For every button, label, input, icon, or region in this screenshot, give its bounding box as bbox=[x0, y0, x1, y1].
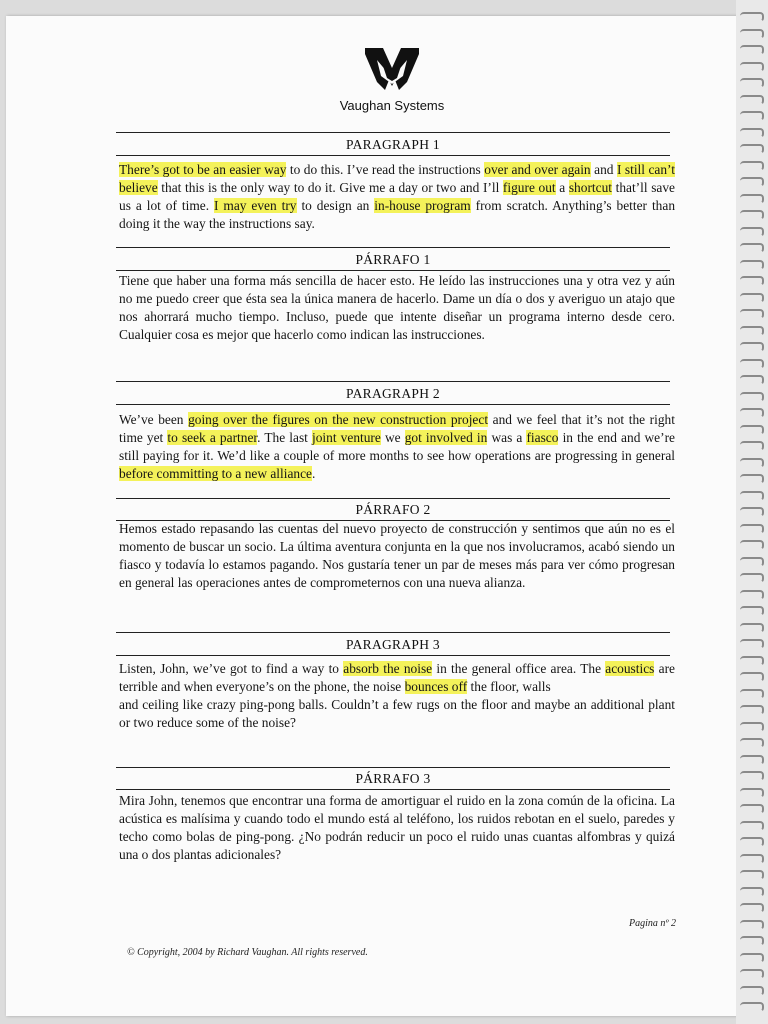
divider bbox=[116, 132, 670, 133]
spiral-coil bbox=[740, 474, 764, 484]
spiral-coil bbox=[740, 441, 764, 451]
paragraph-text: and ceiling like crazy ping-pong balls. Couldn’t a few rugs on the floor and maybe an additional plant or two reduce some of the noise? bbox=[119, 697, 675, 730]
paragraph-text: and we feel that it’s not the right time yet bbox=[119, 412, 675, 445]
highlighted-phrase: over and over again bbox=[484, 162, 591, 177]
spiral-coil bbox=[740, 408, 764, 418]
paragraph-text: the floor, walls bbox=[467, 679, 551, 694]
spiral-coil bbox=[740, 326, 764, 336]
spiral-coil bbox=[740, 177, 764, 187]
paragraph-text: Listen, John, we’ve got to find a way to bbox=[119, 661, 344, 676]
divider bbox=[116, 498, 670, 499]
paragraph-text: from scratch. Anything’s better than doing it the way the instructions say. bbox=[119, 198, 676, 231]
spiral-coil bbox=[740, 260, 764, 270]
copyright-notice: © Copyright, 2004 by Richard Vaughan. All rights reserved. bbox=[127, 947, 368, 958]
spiral-coil bbox=[740, 573, 764, 583]
spiral-coil bbox=[740, 672, 764, 682]
highlighted-phrase: going over the figures on the new construction project bbox=[188, 412, 489, 427]
spiral-coil bbox=[740, 903, 764, 913]
spiral-coil bbox=[740, 161, 764, 171]
paragraph-text: a bbox=[555, 180, 569, 195]
divider bbox=[116, 655, 670, 656]
paragraph-text: that this is the only way to do it. Give me a day or two and I’ll bbox=[157, 180, 503, 195]
divider bbox=[116, 767, 670, 768]
spiral-coil bbox=[740, 293, 764, 303]
highlighted-phrase: fiasco bbox=[526, 430, 559, 445]
paragraph-text: in the general office area. The bbox=[432, 661, 606, 676]
spiral-coil bbox=[740, 705, 764, 715]
spiral-coil bbox=[740, 623, 764, 633]
spiral-coil bbox=[740, 29, 764, 39]
highlighted-phrase: I still can’t believe bbox=[119, 162, 675, 195]
spiral-coil bbox=[740, 656, 764, 666]
vaughan-logo-icon bbox=[363, 46, 421, 92]
paragraph-1-english bbox=[119, 161, 675, 233]
highlighted-phrase: in-house program bbox=[374, 198, 471, 213]
spiral-coil bbox=[740, 953, 764, 963]
spiral-coil bbox=[740, 837, 764, 847]
highlighted-phrase: bounces off bbox=[404, 679, 468, 694]
spiral-coil bbox=[740, 887, 764, 897]
spiral-coil bbox=[740, 870, 764, 880]
divider bbox=[116, 404, 670, 405]
parrafo-2-heading: PÁRRAFO 2 bbox=[355, 502, 431, 517]
spiral-coil bbox=[740, 920, 764, 930]
divider bbox=[116, 270, 670, 271]
paragraph-2-english bbox=[119, 411, 675, 483]
spiral-coil bbox=[740, 771, 764, 781]
divider bbox=[116, 789, 670, 790]
spiral-coil bbox=[740, 111, 764, 121]
highlighted-phrase: I may even try bbox=[214, 198, 297, 213]
paragraph-3-heading: PARAGRAPH 3 bbox=[346, 637, 440, 652]
spiral-coil bbox=[740, 144, 764, 154]
paragraph-2-heading: PARAGRAPH 2 bbox=[346, 386, 440, 401]
parrafo-1-heading: PÁRRAFO 1 bbox=[355, 252, 431, 267]
spiral-coil bbox=[740, 425, 764, 435]
spiral-coil bbox=[740, 755, 764, 765]
spiral-binding bbox=[736, 0, 768, 1024]
spiral-coil bbox=[740, 210, 764, 220]
spiral-coil bbox=[740, 95, 764, 105]
paragraph-text: . The last bbox=[257, 430, 312, 445]
paragraph-3-spanish: Mira John, tenemos que encontrar una forma de amortiguar el ruido en la zona común de la oficina. La acústica es malísima y cuando todo el mundo está al teléfono, los ruidos rebotan en el suelo, paredes y techo como bolas de ping-pong. ¿No podrán reducir un poco el ruido unas cuantas alfombras y quizá una o dos plantas adicionales? bbox=[119, 793, 675, 862]
spiral-coil bbox=[740, 689, 764, 699]
spiral-coil bbox=[740, 590, 764, 600]
parrafo-3-heading: PÁRRAFO 3 bbox=[355, 771, 431, 786]
highlighted-phrase: got involved in bbox=[404, 430, 488, 445]
divider bbox=[116, 381, 670, 382]
paragraph-text: that’ll save us a lot of time. bbox=[119, 180, 676, 213]
paragraph-text: . bbox=[311, 466, 316, 481]
spiral-coil bbox=[740, 392, 764, 402]
spiral-coil bbox=[740, 359, 764, 369]
spiral-coil bbox=[740, 128, 764, 138]
spiral-coil bbox=[740, 45, 764, 55]
spiral-coil bbox=[740, 78, 764, 88]
spiral-coil bbox=[740, 227, 764, 237]
spiral-coil bbox=[740, 375, 764, 385]
paragraph-text: to design an bbox=[296, 198, 375, 213]
divider bbox=[116, 155, 670, 156]
spiral-coil bbox=[740, 62, 764, 72]
highlighted-phrase: There’s got to be an easier way bbox=[119, 162, 287, 177]
spiral-coil bbox=[740, 738, 764, 748]
highlighted-phrase: joint venture bbox=[312, 430, 381, 445]
page-number: Pagina nº 2 bbox=[629, 918, 676, 929]
paragraph-1-heading: PARAGRAPH 1 bbox=[346, 137, 440, 152]
spiral-coil bbox=[740, 986, 764, 996]
spiral-coil bbox=[740, 821, 764, 831]
spiral-coil bbox=[740, 309, 764, 319]
paragraph-text: in the end and we’re still paying for it. We’d like a couple of more months to see how operations are progressing in general bbox=[119, 430, 675, 463]
paragraph-text: are terrible and when everyone’s on the phone, the noise bbox=[119, 661, 675, 694]
highlighted-phrase: shortcut bbox=[568, 180, 612, 195]
spiral-coil bbox=[740, 788, 764, 798]
spiral-coil bbox=[740, 639, 764, 649]
highlighted-phrase: to seek a partner bbox=[167, 430, 258, 445]
paragraph-3-english bbox=[119, 660, 675, 732]
paragraph-text: to do this. I’ve read the instructions bbox=[286, 162, 485, 177]
paragraph-text: was a bbox=[487, 430, 527, 445]
spiral-coil bbox=[740, 243, 764, 253]
highlighted-phrase: figure out bbox=[502, 180, 556, 195]
highlighted-phrase: absorb the noise bbox=[343, 661, 433, 676]
divider bbox=[116, 247, 670, 248]
divider bbox=[116, 632, 670, 633]
paragraph-text: we bbox=[380, 430, 405, 445]
spiral-coil bbox=[740, 524, 764, 534]
spiral-coil bbox=[740, 722, 764, 732]
paragraph-2-spanish: Hemos estado repasando las cuentas del nuevo proyecto de construcción y sentimos que aún no es el momento de buscar un socio. La última aventura conjunta en la que nos involucramos, acabó siendo un fiasco y todavía lo estamos pagando. Nos gustaría tener un par de meses más para ver cómo progresan en general las operaciones antes de comprometernos con una nueva alianza. bbox=[119, 521, 675, 590]
spiral-coil bbox=[740, 936, 764, 946]
spiral-coil bbox=[740, 557, 764, 567]
spiral-coil bbox=[740, 12, 764, 22]
spiral-coil bbox=[740, 342, 764, 352]
highlighted-phrase: before committing to a new alliance bbox=[119, 466, 312, 481]
paragraph-text: We’ve been bbox=[119, 412, 189, 427]
spiral-coil bbox=[740, 1002, 764, 1012]
spiral-coil bbox=[740, 194, 764, 204]
spiral-coil bbox=[740, 606, 764, 616]
brand-name: Vaughan Systems bbox=[339, 98, 445, 113]
highlighted-phrase: acoustics bbox=[605, 661, 655, 676]
spiral-coil bbox=[740, 804, 764, 814]
spiral-coil bbox=[740, 276, 764, 286]
paragraph-text: and bbox=[590, 162, 617, 177]
spiral-coil bbox=[740, 969, 764, 979]
spiral-coil bbox=[740, 854, 764, 864]
spiral-coil bbox=[740, 507, 764, 517]
paragraph-1-spanish: Tiene que haber una forma más sencilla de hacer esto. He leído las instrucciones una y otra vez y aún no me puedo creer que ésta sea la única manera de hacerlo. Dame un día o dos y averiguo un atajo que nos ahorrará mucho tiempo. Incluso, puede que intente diseñar un programa interno desde cero. Cualquier cosa es mejor que hacerlo como indican las instrucciones. bbox=[119, 273, 675, 342]
spiral-coil bbox=[740, 458, 764, 468]
spiral-coil bbox=[740, 491, 764, 501]
spiral-coil bbox=[740, 540, 764, 550]
